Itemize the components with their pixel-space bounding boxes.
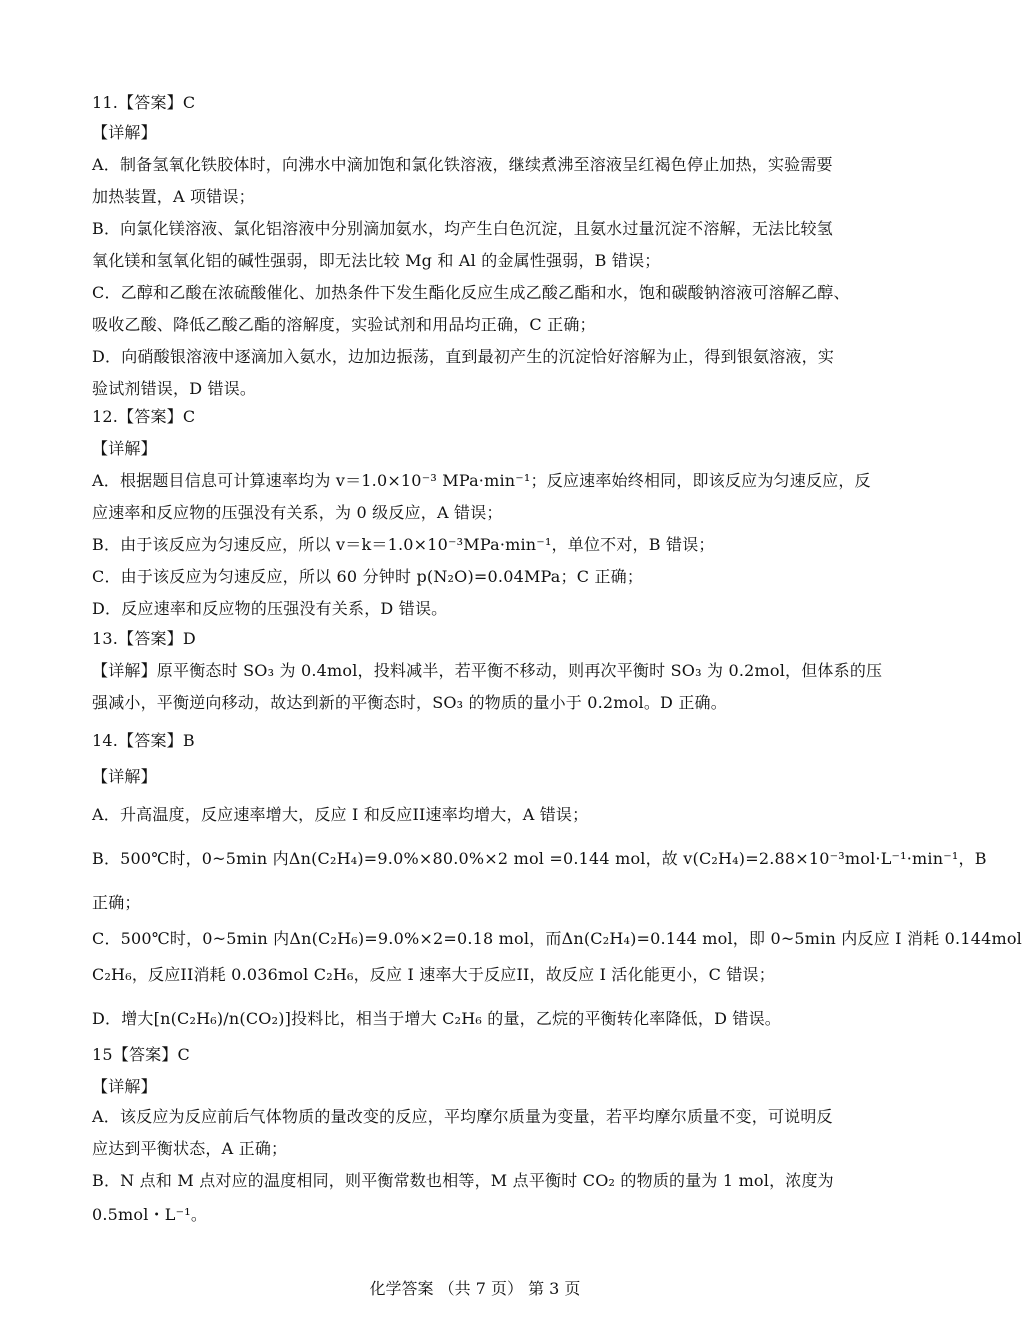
text-line: B．N 点和 M 点对应的温度相同，则平衡常数也相等，M 点平衡时 CO₂ 的物质的量为 1 mol，浓度为: [92, 1171, 834, 1190]
answer-heading-12: 12.【答案】C: [92, 407, 196, 426]
text-line: C₂H₆，反应II消耗 0.036mol C₂H₆，反应 I 速率大于反应II，故反应 I 活化能更小，C 错误；: [92, 965, 775, 984]
text-line: 加热装置，A 项错误；: [92, 187, 255, 206]
text-line: D．向硝酸银溶液中逐滴加入氨水，边加边振荡，直到最初产生的沉淀恰好溶解为止，得到银氨溶液，实: [92, 347, 835, 366]
text-line: 【详解】: [92, 439, 157, 458]
answer-heading-11: 11.【答案】C: [92, 93, 196, 112]
text-line: D．反应速率和反应物的压强没有关系，D 错误。: [92, 599, 448, 618]
text-line: A．制备氢氧化铁胶体时，向沸水中滴加饱和氯化铁溶液，继续煮沸至溶液呈红褐色停止加热，实验需要: [92, 155, 833, 174]
text-line: 氧化镁和氢氧化铝的碱性强弱，即无法比较 Mg 和 Al 的金属性强弱，B 错误；: [92, 251, 661, 270]
text-line: B．500℃时，0~5min 内Δn(C₂H₄)=9.0%×80.0%×2 mol =0.144 mol，故 v(C₂H₄)=2.88×10⁻³mol·L⁻¹·min⁻¹，B: [92, 849, 987, 868]
text-line: 验试剂错误，D 错误。: [92, 379, 257, 398]
text-line: 正确；: [92, 893, 141, 912]
text-line: B．由于该反应为匀速反应，所以 v＝k＝1.0×10⁻³MPa·min⁻¹，单位不对，B 错误；: [92, 535, 715, 554]
text-line: 吸收乙酸、降低乙酸乙酯的溶解度，实验试剂和用品均正确，C 正确；: [92, 315, 596, 334]
answer-heading-13: 13.【答案】D: [92, 629, 196, 648]
text-line: 应达到平衡状态，A 正确；: [92, 1139, 288, 1158]
page-footer: 化学答案 （共 7 页） 第 3 页: [369, 1279, 581, 1298]
text-line: 强减小，平衡逆向移动，故达到新的平衡态时，SO₃ 的物质的量小于 0.2mol。D 正确。: [92, 693, 727, 712]
text-line: 0.5mol・L⁻¹。: [92, 1205, 208, 1224]
text-line: C．500℃时，0~5min 内Δn(C₂H₆)=9.0%×2=0.18 mol，而Δn(C₂H₄)=0.144 mol，即 0~5min 内反应 I 消耗 0.144mol: [92, 929, 1022, 948]
text-line: 【详解】: [92, 767, 157, 786]
text-line: A．根据题目信息可计算速率均为 v＝1.0×10⁻³ MPa·min⁻¹；反应速率始终相同，即该反应为匀速反应，反: [92, 471, 871, 490]
text-line: 【详解】: [92, 123, 157, 142]
text-line: D．增大[n(C₂H₆)/n(CO₂)]投料比，相当于增大 C₂H₆ 的量，乙烷的平衡转化率降低，D 错误。: [92, 1009, 781, 1028]
text-line: A．升高温度，反应速率增大，反应 I 和反应II速率均增大，A 错误；: [92, 805, 589, 824]
text-line: B．向氯化镁溶液、氯化铝溶液中分别滴加氨水，均产生白色沉淀，且氨水过量沉淀不溶解，无法比较氢: [92, 219, 833, 238]
text-line: C．由于该反应为匀速反应，所以 60 分钟时 p(N₂O)=0.04MPa；C 正确；: [92, 567, 644, 586]
text-line: C．乙醇和乙酸在浓硫酸催化、加热条件下发生酯化反应生成乙酸乙酯和水，饱和碳酸钠溶液可溶解乙醇、: [92, 283, 850, 302]
text-line: 【详解】: [92, 1077, 157, 1096]
text-line: 【详解】原平衡态时 SO₃ 为 0.4mol，投料减半，若平衡不移动，则再次平衡时 SO₃ 为 0.2mol，但体系的压: [92, 661, 883, 680]
answer-heading-14: 14.【答案】B: [92, 731, 195, 750]
answer-heading-15: 15【答案】C: [92, 1045, 191, 1064]
text-line: A．该反应为反应前后气体物质的量改变的反应，平均摩尔质量为变量，若平均摩尔质量不变，可说明反: [92, 1107, 833, 1126]
text-line: 应速率和反应物的压强没有关系，为 0 级反应，A 错误；: [92, 503, 503, 522]
